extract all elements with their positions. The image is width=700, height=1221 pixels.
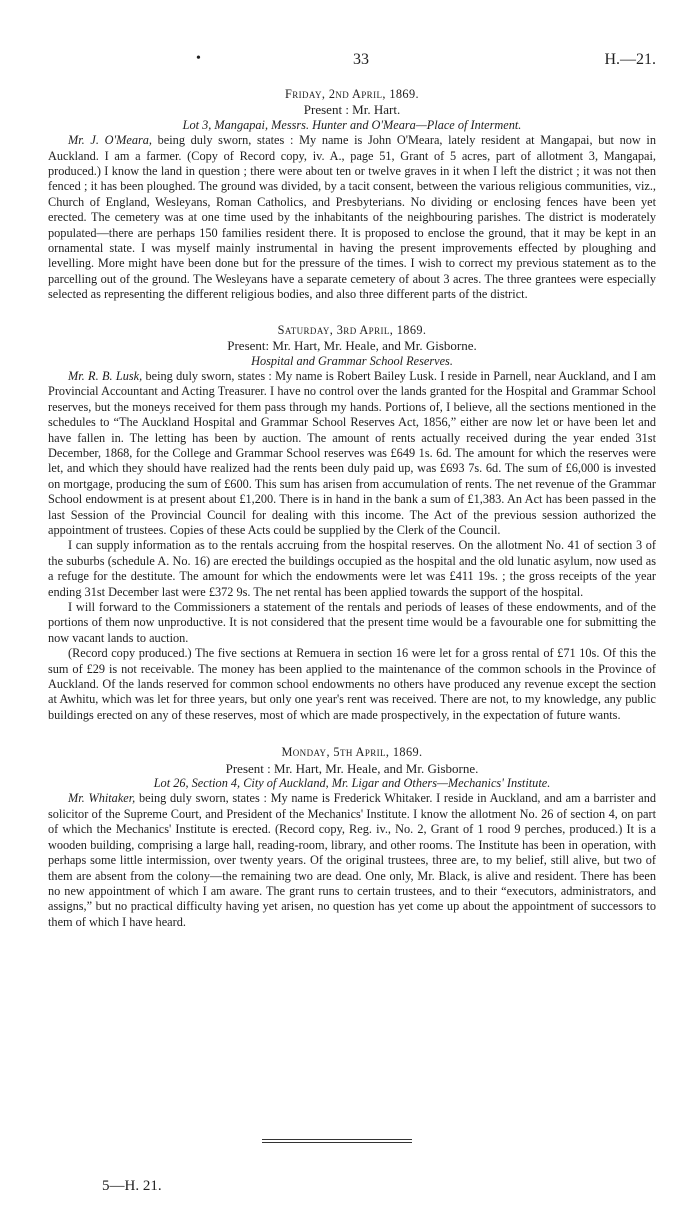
section-3-paragraph-1 — [48, 791, 656, 930]
section-1-text-1: being duly sworn, states : My name is John O'Meara, lately resident at Mangapai, but now in Auckland. I am a farmer. (Copy of Record copy, iv. A., page 51, Grant of 5 acres, part of allotment 3, Mangapai, produced.) I know the land in question ; there were about ten or twelve graves in it when I left the district ; it was not then fenced ; it has been ploughed. The ground was divided, by a tacit consent, between the various religious communities, viz., Church of England, Wesleyans, Roman Catholics, and Presbyterians. No dividing or enclosing fences have been yet erected. The cemetery was at one time used by the inhabitants of the neighbouring parishes. The district is moderately populated—there are perhaps 150 families resident there. It is proposed to enclose the ground, that it may be kept in an ornamental state. I was myself mainly instrumental in having the present improvements effected by ploughing and levelling. More might have been done but for the pressure of the times. I wish to correct my previous statement as to the parcelling out of the ground. The Wesleyans have a separate cemetery of about 3 acres. The three grantees were especially selected as representing the different religious bodies, and also three different parts of the district. — [48, 133, 656, 302]
page-number: 33 — [353, 51, 369, 68]
closing-rule-top — [262, 1139, 412, 1140]
section-1-present: Present : Mr. Hart. — [303, 102, 401, 118]
section-1-witness: Mr. J. O'Meara, — [68, 133, 152, 148]
section-3-lot: Lot 26, Section 4, City of Auckland, Mr. Ligar and Others—Mechanics' Institute. — [153, 776, 551, 791]
section-2-text-1: being duly sworn, states : My name is Robert Bailey Lusk. I reside in Parnell, near Auckland, and I am Provincial Accountant and Acting Treasurer. I have no control over the lands granted for the Hospital and Grammar School reserves, but the moneys received for them pass through my hands. Portions of, I believe, all the sections mentioned in the schedules to “The Auckland Hospital and Grammar School Reserves Act, 1856,” either are now let or have been let and have fallen in. The letting has been by auction. The amount of rents actually received during the year ended 31st December, 1868, for the College and Grammar School reserves was £649 1s. 6d. The amount for which the reserves were let, and which they should have realized had the rents been duly paid up, was £693 7s. 6d. The sum of £6,000 is invested on mortgage, producing the sum of £600. This sum has arisen from accumulation of rents. The net revenue of the Grammar School endowment is at present about £1,200. There is in hand in the bank a sum of £1,383. An Act has been passed in the last Session of the Provincial Council for dealing with this income. The Act of the previous session authorized the appointment of trustees. Copies of these Acts could be supplied by the Clerk of the Council. — [48, 368, 656, 537]
section-2-witness: Mr. R. B. Lusk, — [68, 368, 143, 383]
section-1-lot: Lot 3, Mangapai, Messrs. Hunter and O'Meara—Place of Interment. — [182, 117, 522, 132]
page-reference: H.—21. — [604, 51, 656, 68]
signature-mark: 5—H. 21. — [102, 1178, 162, 1194]
section-1-paragraph-1 — [48, 133, 656, 302]
section-3-date: Monday, 5th April, 1869. — [281, 745, 423, 760]
bullet-mark: • — [196, 51, 201, 66]
section-3-witness: Mr. Whitaker, — [68, 791, 136, 806]
section-1-date: Friday, 2nd April, 1869. — [284, 87, 419, 101]
section-3-present: Present : Mr. Hart, Mr. Heale, and Mr. Gisborne. — [225, 760, 479, 776]
section-3-text-1: being duly sworn, states : My name is Frederick Whitaker. I reside in Auckland, and am a barrister and solicitor of the Supreme Court, and President of the Mechanics' Institute. I know the allotment No. 26 of section 4, on part of which the Mechanics' Institute is erected. (Record copy, Reg. iv., No. 2, Grant of 1 rood 9 perches, produced.) It is a wooden building, comprising a large hall, reading-room, library, and other rooms. The Institute has been in operation, with perhaps some little intermission, over twenty years. Of the original trustees, three are, to my belief, still alive, but two of them are absent from the colony—the remaining two are dead. One only, Mr. Black, is alive and resident. There has been no new appointment of which I am aware. The grant runs to certain trustees, and to their “executors, administrators, and assigns,” but no practical difficulty having yet arisen, no question has yet come up about the appointment of successors to them of which I have heard. — [48, 791, 656, 929]
closing-rule-bottom — [262, 1142, 412, 1143]
section-2-paragraph-2: I can supply information as to the rentals accruing from the hospital reserves. On the allotment No. 41 of section 3 of the suburbs (schedule A. No. 16) are erected the buildings occupied as the hospital and the old lunatic asylum, now used as a refuge for the destitute. The amount for which the endowments were let was £411 19s. ; the gross receipts of the year ending 31st December last were £372 9s. The net rental has been applied towards the support of the hospital. — [48, 538, 656, 599]
document-body — [48, 87, 656, 930]
section-2-paragraph-4: (Record copy produced.) The five sections at Remuera in section 16 were let for a gross rental of £71 10s. Of this the sum of £29 is not receivable. The money has been applied to the maintenance of the common schools in the Province of Auckland. Of the lands reserved for common school endowments no others have produced any revenue except the section at Awhitu, which was let for three years, but only one year's rent was received. There are not, to my knowledge, any public buildings erected on any of these reserves, most of which are made prospectively, in the expectation of future wants. — [48, 646, 656, 722]
section-2-lot: Hospital and Grammar School Reserves. — [251, 353, 453, 368]
section-2-paragraph-1 — [48, 369, 656, 538]
section-2-date: Saturday, 3rd April, 1869. — [277, 322, 427, 337]
section-2-paragraph-3: I will forward to the Commissioners a statement of the rentals and periods of leases of these endowments, and of the portions of them now unproductive. It is not considered that the present time would be a favourable one for submitting the now vacant lands to auction. — [48, 600, 656, 645]
section-2-present: Present: Mr. Hart, Mr. Heale, and Mr. Gisborne. — [227, 338, 477, 354]
page-header — [48, 51, 656, 75]
